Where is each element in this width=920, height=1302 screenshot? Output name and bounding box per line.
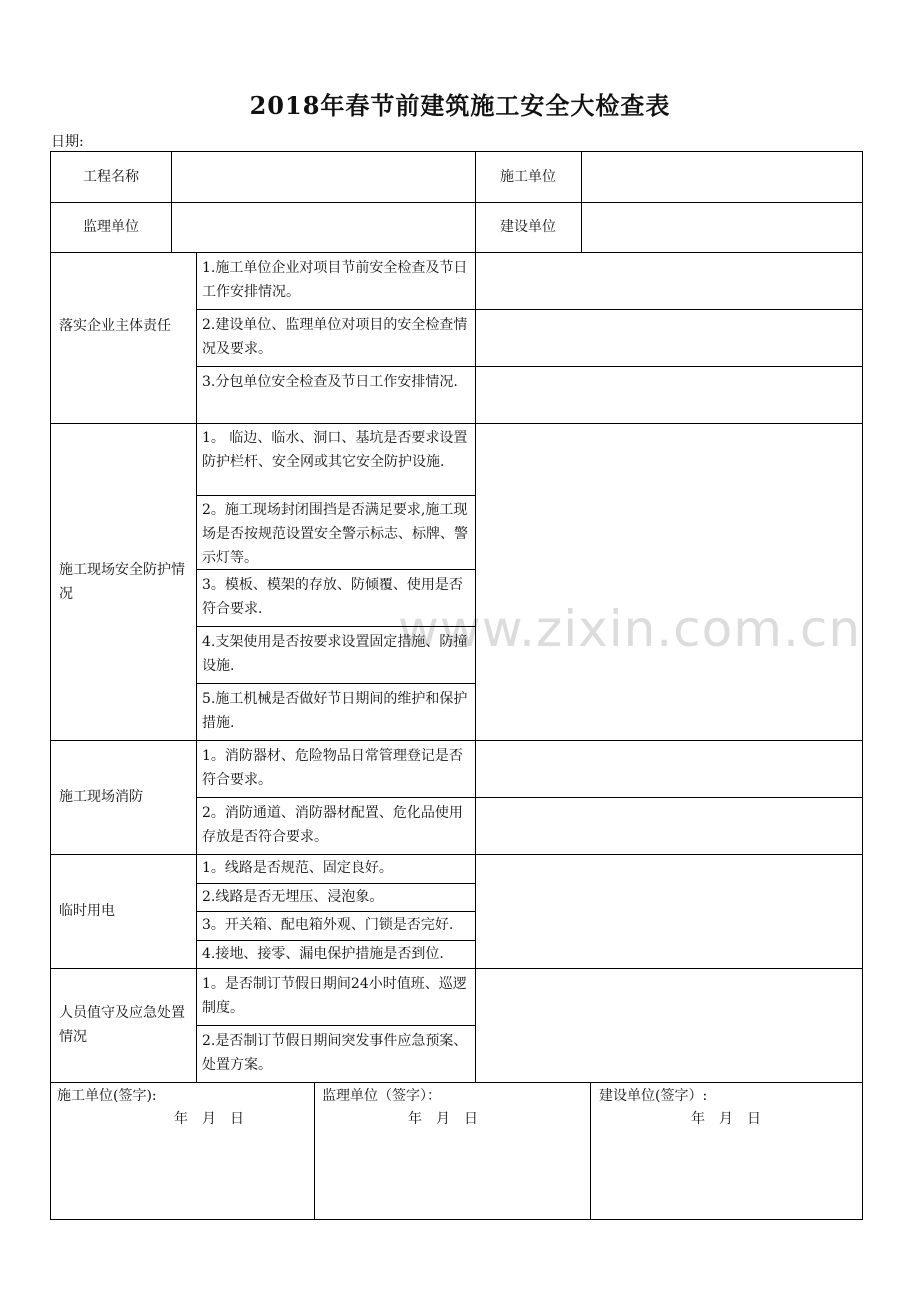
rule — [196, 883, 476, 884]
supervision-unit-label: 监理单位 — [83, 219, 139, 235]
rule — [196, 252, 197, 1082]
rule — [590, 1082, 591, 1220]
check-item: 3.分包单位安全检查及节日工作安排情况. — [202, 374, 458, 390]
check-item: 1。是否制订节假日期间24小时值班、巡逻制度。 — [202, 976, 467, 1016]
check-item: 1.施工单位企业对项目节前安全检查及节日工作安排情况。 — [202, 260, 468, 300]
rule — [196, 911, 476, 912]
owner-signature-label: 建设单位(签字）: — [599, 1088, 708, 1104]
check-item: 5.施工机械是否做好节日期间的维护和保护措施. — [202, 691, 468, 731]
rule — [196, 366, 862, 367]
rule — [51, 968, 862, 969]
check-item: 4.支架使用是否按要求设置固定措施、防撞设施. — [202, 634, 468, 674]
rule — [196, 1025, 476, 1026]
check-item: 2。施工现场封闭围挡是否满足要求,施工现场是否按规范设置安全警示标志、标牌、警示灯等。 — [202, 502, 468, 566]
owner-unit-label: 建设单位 — [500, 219, 556, 235]
rule — [51, 854, 862, 855]
rule — [196, 940, 476, 941]
check-item: 1。消防器材、危险物品日常管理登记是否符合要求。 — [202, 748, 463, 788]
rule — [196, 797, 862, 798]
rule — [196, 683, 476, 684]
section-name: 落实企业主体责任 — [59, 318, 171, 334]
watermark: www.zixin.com.cn — [398, 600, 862, 658]
section-name: 人员值守及应急处置情况 — [59, 1005, 185, 1045]
rule — [51, 740, 862, 741]
check-item: 3。开关箱、配电箱外观、门锁是否完好. — [202, 917, 454, 933]
rule — [196, 309, 862, 310]
date-label: 日期: — [51, 134, 84, 150]
rule — [51, 202, 862, 203]
check-item: 1。线路是否规范、固定良好。 — [202, 860, 393, 876]
check-item: 1。 临边、临水、洞口、基坑是否要求设置防护栏杆、安全网或其它安全防护设施. — [202, 430, 468, 470]
section-name: 临时用电 — [59, 903, 115, 919]
section-name: 施工现场安全防护情况 — [59, 562, 185, 602]
construction-signature-label: 施工单位(签字): — [57, 1088, 157, 1104]
construction-signature-date: 年 月 日 — [174, 1111, 244, 1127]
rule — [475, 252, 476, 1082]
rule — [196, 495, 476, 496]
check-item: 4.接地、接零、漏电保护措施是否到位. — [202, 946, 444, 962]
rule — [51, 252, 862, 253]
project-name-label: 工程名称 — [83, 169, 139, 185]
rule — [196, 626, 476, 627]
owner-signature-date: 年 月 日 — [691, 1111, 761, 1127]
inspection-table — [50, 151, 863, 1220]
check-item: 2.建设单位、监理单位对项目的安全检查情况及要求。 — [202, 317, 468, 357]
check-item: 2.线路是否无埋压、浸泡象。 — [202, 889, 384, 905]
page-title: 2018年春节前建筑施工安全大检查表 — [249, 91, 671, 120]
rule — [314, 1082, 315, 1220]
check-item: 3。模板、模架的存放、防倾覆、使用是否符合要求. — [202, 577, 463, 617]
check-item: 2。消防通道、消防器材配置、危化品使用存放是否符合要求。 — [202, 805, 463, 845]
construction-unit-label: 施工单位 — [500, 169, 556, 185]
supervision-signature-date: 年 月 日 — [408, 1111, 478, 1127]
rule — [51, 423, 862, 424]
check-item: 2.是否制订节假日期间突发事件应急预案、处置方案。 — [202, 1033, 468, 1073]
rule — [581, 152, 582, 252]
rule — [171, 152, 172, 252]
section-name: 施工现场消防 — [59, 789, 143, 805]
rule — [51, 1082, 862, 1083]
supervision-signature-label: 监理单位（签字）： — [322, 1088, 441, 1104]
